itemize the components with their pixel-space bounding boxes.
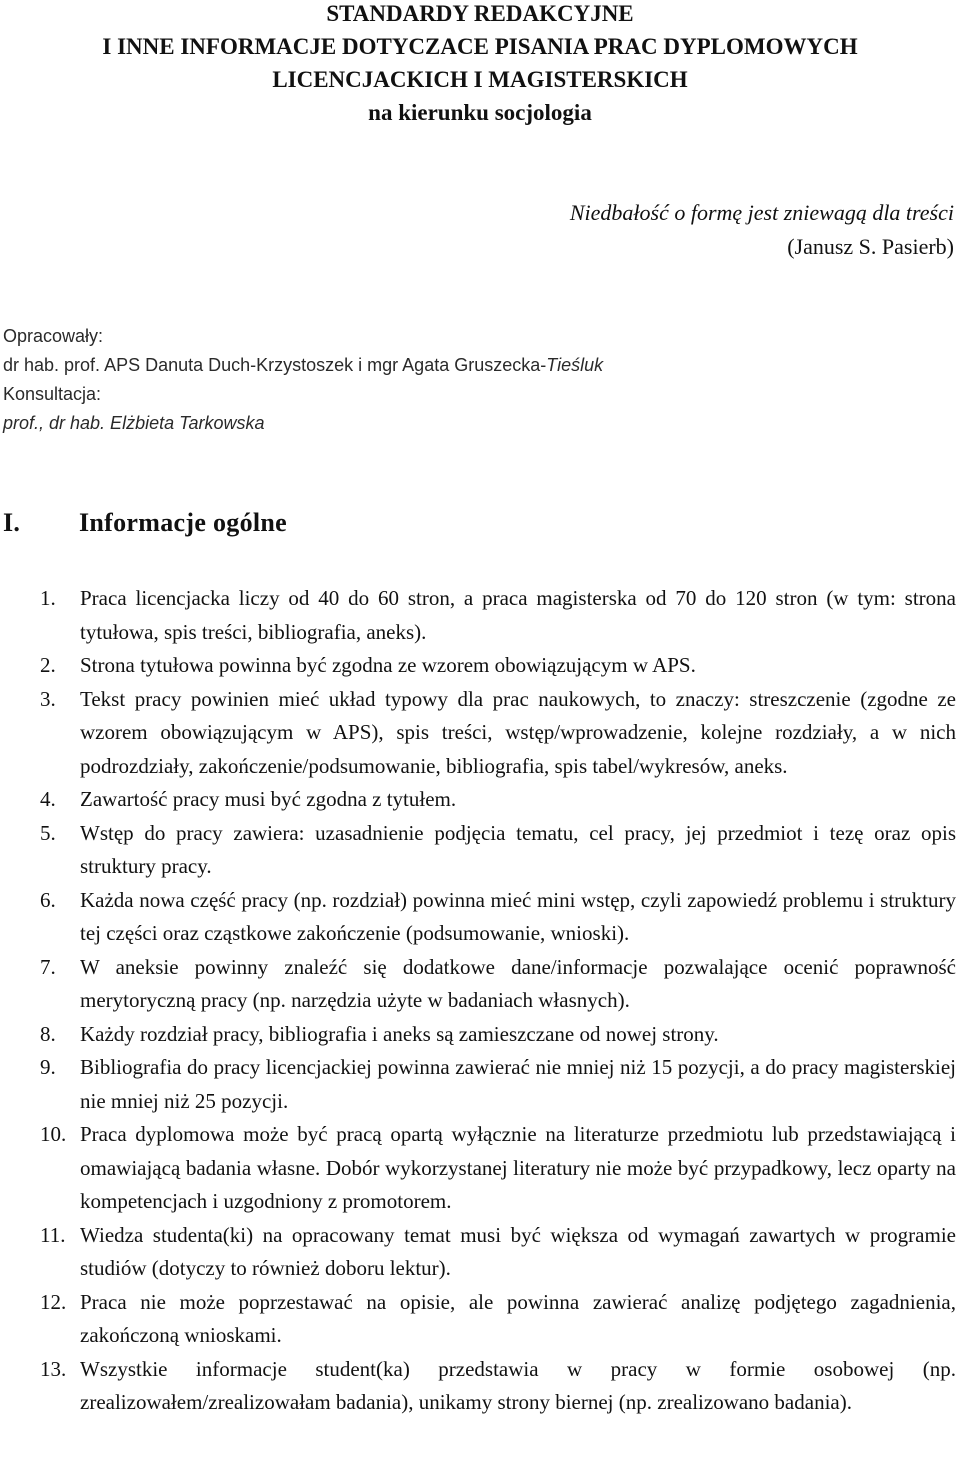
- list-item-number: 6.: [40, 887, 56, 912]
- list-item: [0, 683, 956, 784]
- list-item: [0, 1118, 956, 1219]
- motto-quote: Niedbałość o formę jest zniewagą dla treści: [569, 200, 954, 225]
- list-item-text: Praca nie może poprzestawać na opisie, ale powinna zawierać analizę podjętego zagadnienia, zakończoną wnioskami.: [80, 1289, 956, 1347]
- prepared-label: Opracowały:: [3, 326, 104, 346]
- list-item-number: 5.: [40, 820, 56, 845]
- consult-label: Konsultacja:: [3, 384, 102, 404]
- title-line-2: I INNE INFORMACJE DOTYCZACE PISANIA PRAC DYPLOMOWYCH: [102, 34, 858, 59]
- title-line-1: STANDARDY REDAKCYJNE: [326, 1, 634, 26]
- prepared-names-plain: dr hab. prof. APS Danuta Duch-Krzystoszek i mgr Agata Gruszecka-: [3, 355, 547, 375]
- list-item-number: 4.: [40, 787, 56, 811]
- list-item-text: Bibliografia do pracy licencjackiej powinna zawierać nie mniej niż 15 pozycji, a do pracy magisterskiej nie mniej niż 25 pozycji.: [80, 1055, 956, 1113]
- list-item-number: 3.: [40, 686, 56, 711]
- list-item-text: Praca dyplomowa może być pracą opartą wyłącznie na literaturze przedmiotu lub przedstawiającą i omawiającą badania własne. Dobór wykorzystanej literatury nie może być przypadkowy, lecz oparty na kompetencjach i uzgodniony z promotorem.: [80, 1122, 956, 1213]
- list-item-text: Tekst pracy powinien mieć układ typowy dla prac naukowych, to znaczy: streszczenie (zgodne ze wzorem obowiązującym w APS), spis treści, wstęp/wprowadzenie, kolejne rozdziały, a w nich podrozdziały, zakończenie/podsumowanie, bibliografia, spis tabel/wykresów, aneks.: [80, 686, 956, 778]
- list-item: [0, 1286, 956, 1353]
- section-heading: [3, 505, 287, 541]
- list-item-text: Zawartość pracy musi być zgodna z tytułem.: [80, 787, 457, 811]
- list-item: [0, 783, 956, 817]
- title-line-4: na kierunku socjologia: [368, 100, 592, 125]
- prepared-names-italic: Tieśluk: [546, 355, 604, 375]
- list-item: [0, 817, 956, 884]
- title-line-3: LICENCJACKICH I MAGISTERSKICH: [272, 67, 688, 92]
- list-item: [0, 582, 956, 649]
- list-item: [0, 951, 956, 1018]
- list-item-number: 13.: [40, 1356, 67, 1381]
- list-item-text: Strona tytułowa powinna być zgodna ze wzorem obowiązującym w APS.: [80, 653, 696, 677]
- list-item: [0, 649, 956, 683]
- rules-list: [0, 582, 956, 1420]
- list-item-number: 1.: [40, 586, 56, 610]
- list-item-number: 12.: [40, 1289, 67, 1314]
- list-item: [0, 1018, 956, 1052]
- list-item-text: Praca licencjacka liczy od 40 do 60 stron, a praca magisterska od 70 do 120 stron (w tym: strona tytułowa, spis treści, bibliografia, aneks).: [80, 586, 956, 644]
- list-item: [0, 1051, 956, 1118]
- list-item-number: 9.: [40, 1055, 56, 1079]
- list-item-text: W aneksie powinny znaleźć się dodatkowe dane/informacje pozwalające ocenić poprawność merytoryczną pracy (np. narzędzia użyte w badaniach własnych).: [80, 954, 956, 1012]
- list-item-text: Wiedza studenta(ki) na opracowany temat musi być większa od wymagań zawartych w programie studiów (dotyczy to również doboru lektur).: [80, 1222, 956, 1280]
- list-item-text: Każda nowa część pracy (np. rozdział) powinna mieć mini wstęp, czyli zapowiedź problemu i struktury tej części oraz cząstkowe zakończenie (podsumowanie, wnioski).: [80, 887, 956, 945]
- list-item-text: Wszystkie informacje student(ka) przedstawia w pracy w formie osobowej (np. zrealizowałem/zrealizowałam badania), unikamy strony biernej (np. zrealizowano badania).: [80, 1356, 956, 1414]
- section-title: Informacje ogólne: [79, 508, 287, 537]
- list-item: [0, 884, 956, 951]
- list-item-number: 10.: [40, 1122, 67, 1146]
- list-item: [0, 1219, 956, 1286]
- list-item-number: 8.: [40, 1021, 56, 1046]
- motto-author: (Janusz S. Pasierb): [787, 234, 954, 259]
- list-item-number: 11.: [40, 1222, 66, 1247]
- list-item-text: Wstęp do pracy zawiera: uzasadnienie podjęcia tematu, cel pracy, jej przedmiot i tezę oraz opis struktury pracy.: [80, 820, 956, 878]
- authors-block: [3, 322, 603, 438]
- motto: [570, 196, 954, 264]
- section-number: I.: [3, 508, 21, 537]
- list-item-text: Każdy rozdział pracy, bibliografia i aneks są zamieszczane od nowej strony.: [80, 1021, 719, 1046]
- list-item-number: 2.: [40, 653, 56, 677]
- prepared-names: [3, 351, 603, 380]
- list-item-number: 7.: [40, 954, 56, 979]
- document-title: [0, 0, 960, 129]
- list-item: [0, 1353, 956, 1420]
- consult-name: prof., dr hab. Elżbieta Tarkowska: [3, 413, 265, 433]
